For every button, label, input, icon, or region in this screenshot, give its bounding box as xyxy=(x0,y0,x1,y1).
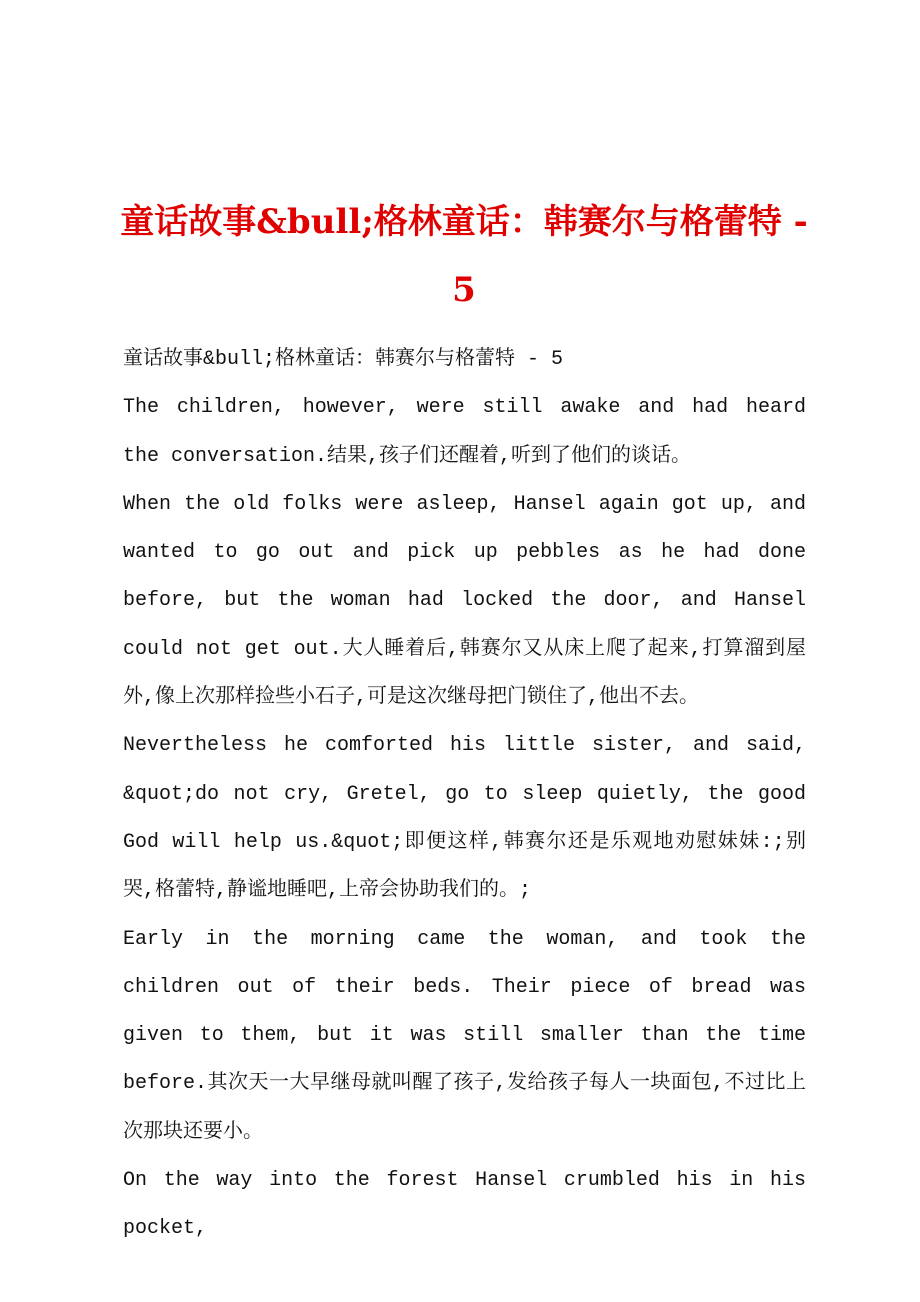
paragraph: On the way into the forest Hansel crumbled his in his pocket, xyxy=(123,1169,806,1241)
paragraph: Nevertheless he comforted his little sister, and said, &quot;do not cry, Gretel, go to sleep quietly, the good God will help us.&quot;即便这样,韩赛尔还是乐观地劝慰妹妹:;别哭,格蕾特,静谧地睡吧,上帝会协助我们的。; xyxy=(123,734,806,903)
paragraph: When the old folks were asleep, Hansel again got up, and wanted to go out and pick up pebbles as he had done before, but the woman had locked the door, and Hansel could not get out.大人睡着后,韩赛尔又从床上爬了起来,打算溜到屋外,像上次那样捡些小石子,可是这次继母把门锁住了,他出不去。 xyxy=(123,492,806,710)
document-subtitle: 童话故事&bull;格林童话：韩赛尔与格蕾特 - 5 xyxy=(123,348,564,371)
paragraph: Early in the morning came the woman, and took the children out of their beds. Their piece of bread was given to them, but it was still smaller than the time before.其次天一大早继母就叫醒了孩子,发给孩子每人一块面包,不过比上次那块还要小。 xyxy=(123,927,806,1144)
paragraph: The children, however, were still awake and had heard the conversation.结果,孩子们还醒着,听到了他们的谈话。 xyxy=(123,396,806,468)
document-body xyxy=(123,336,806,1254)
document-title: 童话故事&bull;格林童话：韩赛尔与格蕾特 - 5 xyxy=(120,202,808,310)
